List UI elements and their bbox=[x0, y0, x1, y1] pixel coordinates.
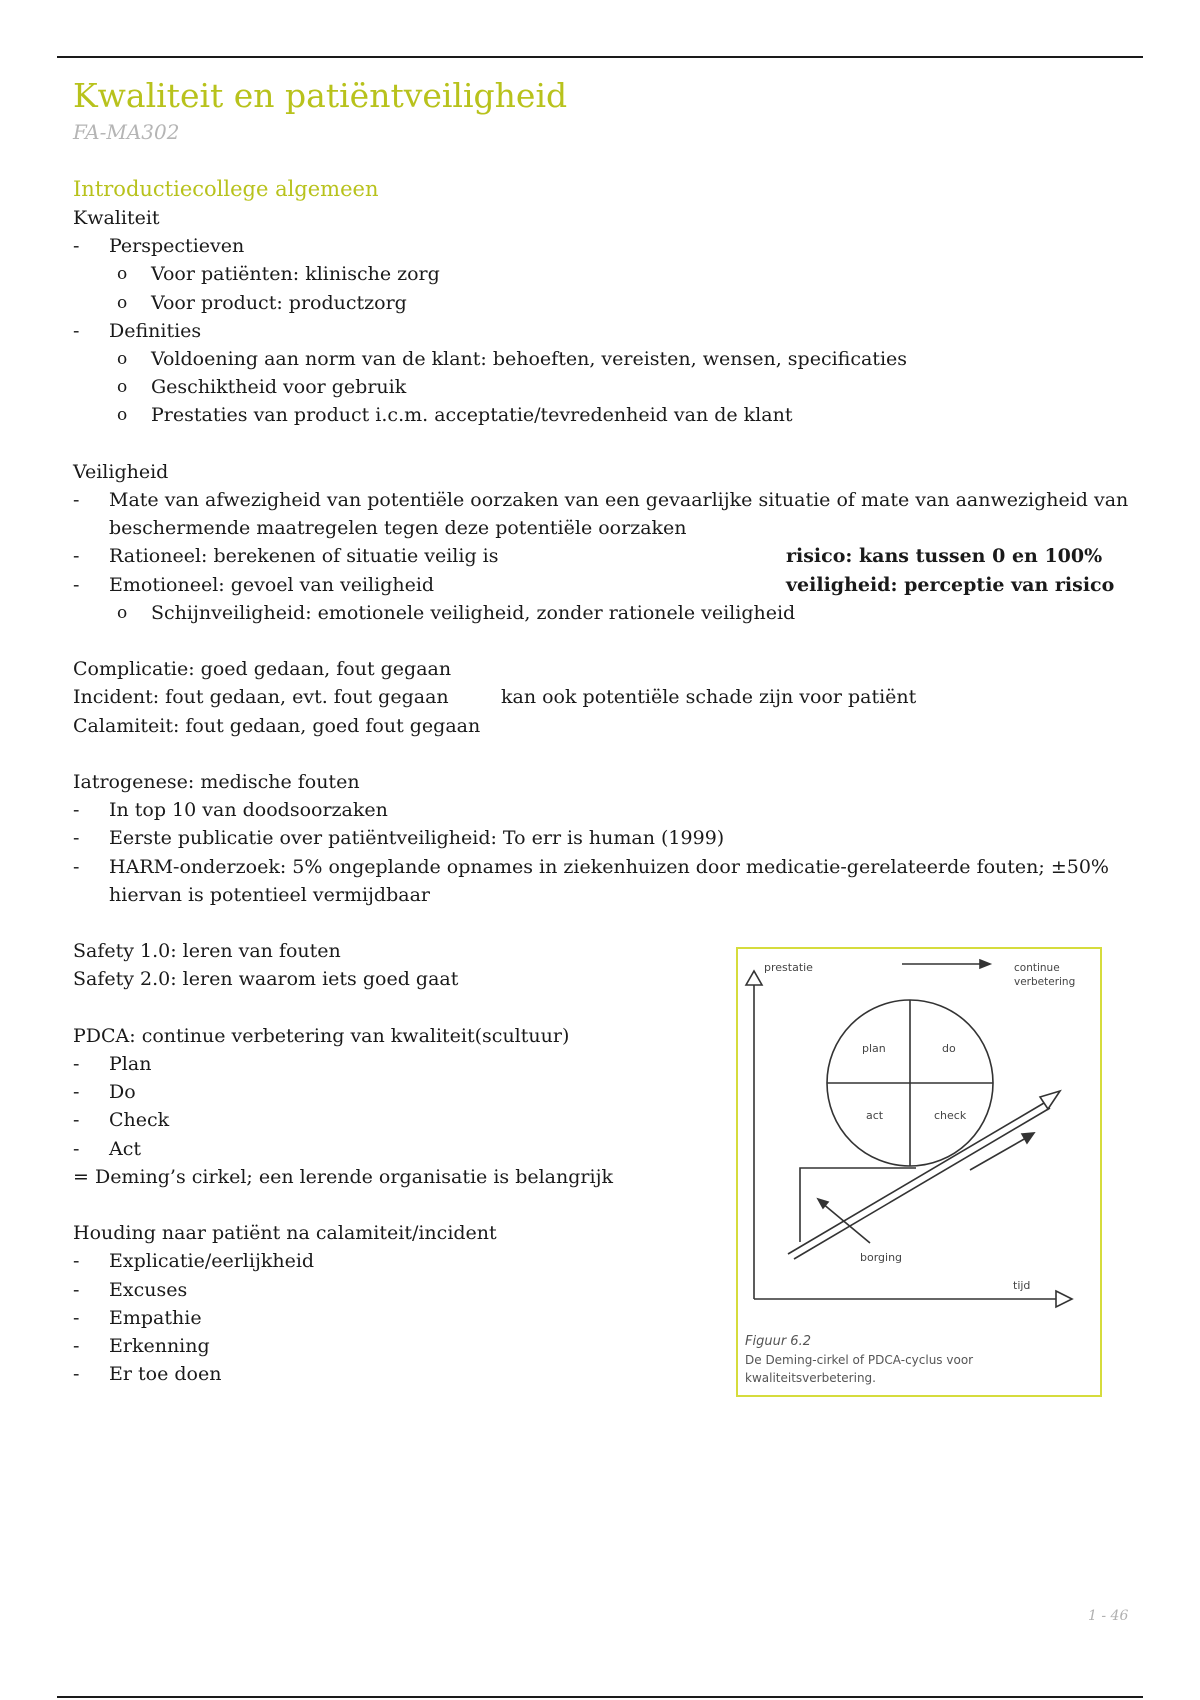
wedge-outline bbox=[800, 1168, 916, 1242]
label-verbetering: verbetering bbox=[1014, 976, 1076, 988]
y-axis-label: prestatie bbox=[764, 961, 813, 974]
list-item: - Explicatie/eerlijkheid bbox=[73, 1247, 1133, 1275]
complicatie-line: Complicatie: goed gedaan, fout gegaan bbox=[73, 658, 452, 681]
iatrogenese-label: Iatrogenese: medische fouten bbox=[73, 771, 360, 794]
rationeel-text: Rationeel: berekenen of situatie veilig is bbox=[109, 545, 499, 568]
list-item: o Prestaties van product i.c.m. acceptatie/tevredenheid van de klant bbox=[73, 401, 1133, 429]
list-item: - Definities bbox=[73, 317, 1133, 345]
small-arrow-line bbox=[970, 1138, 1026, 1170]
risk-note: risico: kans tussen 0 en 100% bbox=[786, 545, 1103, 568]
incident-note: kan ook potentiële schade zijn voor patiënt bbox=[501, 686, 917, 709]
kwaliteit-label: Kwaliteit bbox=[73, 207, 160, 229]
quadrant-plan: plan bbox=[862, 1042, 886, 1055]
course-code: FA-MA302 bbox=[73, 120, 180, 144]
y-axis-arrow-icon bbox=[746, 971, 762, 985]
incident-text: Incident: fout gedaan, evt. fout gegaan bbox=[73, 686, 449, 709]
bottom-rule bbox=[57, 1696, 1143, 1698]
top-rule bbox=[57, 56, 1143, 58]
list-item: - Excuses bbox=[73, 1276, 1133, 1304]
list-item: - Act bbox=[73, 1135, 1133, 1163]
list-item: o Geschiktheid voor gebruik bbox=[73, 373, 1133, 401]
section-heading: Introductiecollege algemeen bbox=[73, 177, 379, 201]
small-arrow-icon bbox=[1022, 1133, 1034, 1143]
list-item: o Voor product: productzorg bbox=[73, 289, 1133, 317]
veiligheid-label: Veiligheid bbox=[73, 460, 169, 483]
houding-label: Houding naar patiënt na calamiteit/incident bbox=[73, 1222, 497, 1245]
progress-arrow-icon bbox=[980, 960, 990, 968]
list-item: - Er toe doen bbox=[73, 1360, 1133, 1388]
figure-caption-text: De Deming-cirkel of PDCA-cyclus voor kwaliteitsverbetering. bbox=[745, 1353, 974, 1385]
list-item: - Eerste publicatie over patiëntveiligheid: To err is human (1999) bbox=[73, 824, 1133, 852]
list-item: - Do bbox=[73, 1078, 1133, 1106]
list-item: - Mate van afwezigheid van potentiële oorzaken van een gevaarlijke situatie of mate van aanwezigheid van beschermende maatregelen tegen deze potentiële oorzaken bbox=[73, 486, 1129, 542]
list-item: o Voor patiënten: klinische zorg bbox=[73, 260, 1133, 288]
pdca-summary: = Deming’s cirkel; een lerende organisatie is belangrijk bbox=[73, 1165, 613, 1188]
quadrant-check: check bbox=[934, 1109, 967, 1122]
calamiteit-line: Calamiteit: fout gedaan, goed fout gegaan bbox=[73, 714, 481, 737]
safety-2: Safety 2.0: leren waarom iets goed gaat bbox=[73, 968, 459, 991]
x-axis-arrow-icon bbox=[1056, 1291, 1072, 1307]
list-item: - Erkenning bbox=[73, 1332, 1133, 1360]
figure-caption bbox=[745, 1333, 1095, 1387]
pdca-figure bbox=[736, 947, 1102, 1397]
borging-label: borging bbox=[860, 1251, 903, 1264]
incident-line bbox=[73, 683, 1133, 711]
page-number: 1 - 46 bbox=[1088, 1608, 1129, 1624]
list-item: - Empathie bbox=[73, 1304, 1133, 1332]
list-item: - Plan bbox=[73, 1050, 1133, 1078]
safety-note: veiligheid: perceptie van risico bbox=[786, 573, 1115, 596]
figure-number: Figuur 6.2 bbox=[745, 1334, 811, 1349]
list-item: - HARM-onderzoek: 5% ongeplande opnames in ziekenhuizen door medicatie-gerelateerde fouten; ±50% hiervan is potentieel vermijdbaar bbox=[73, 853, 1129, 909]
list-item bbox=[73, 571, 1133, 599]
incline-arrow-icon bbox=[1040, 1091, 1060, 1109]
page-title: Kwaliteit en patiëntveiligheid bbox=[73, 76, 568, 115]
label-continue: continue bbox=[1014, 962, 1060, 974]
emotioneel-text: Emotioneel: gevoel van veiligheid bbox=[109, 573, 435, 596]
x-axis-label: tijd bbox=[1013, 1279, 1031, 1292]
pdca-diagram bbox=[738, 949, 1100, 1395]
list-item: - Check bbox=[73, 1106, 1133, 1134]
list-item: - Perspectieven bbox=[73, 232, 1133, 260]
list-item: - In top 10 van doodsoorzaken bbox=[73, 796, 1133, 824]
list-item: o Voldoening aan norm van de klant: behoeften, vereisten, wensen, specificaties bbox=[73, 345, 1133, 373]
safety-1: Safety 1.0: leren van fouten bbox=[73, 940, 341, 963]
quadrant-act: act bbox=[866, 1109, 884, 1122]
list-item: o Schijnveiligheid: emotionele veiligheid, zonder rationele veiligheid bbox=[73, 599, 1133, 627]
pdca-label: PDCA: continue verbetering van kwaliteit(scultuur) bbox=[73, 1024, 570, 1047]
quadrant-do: do bbox=[942, 1042, 956, 1055]
list-item bbox=[73, 542, 1133, 570]
